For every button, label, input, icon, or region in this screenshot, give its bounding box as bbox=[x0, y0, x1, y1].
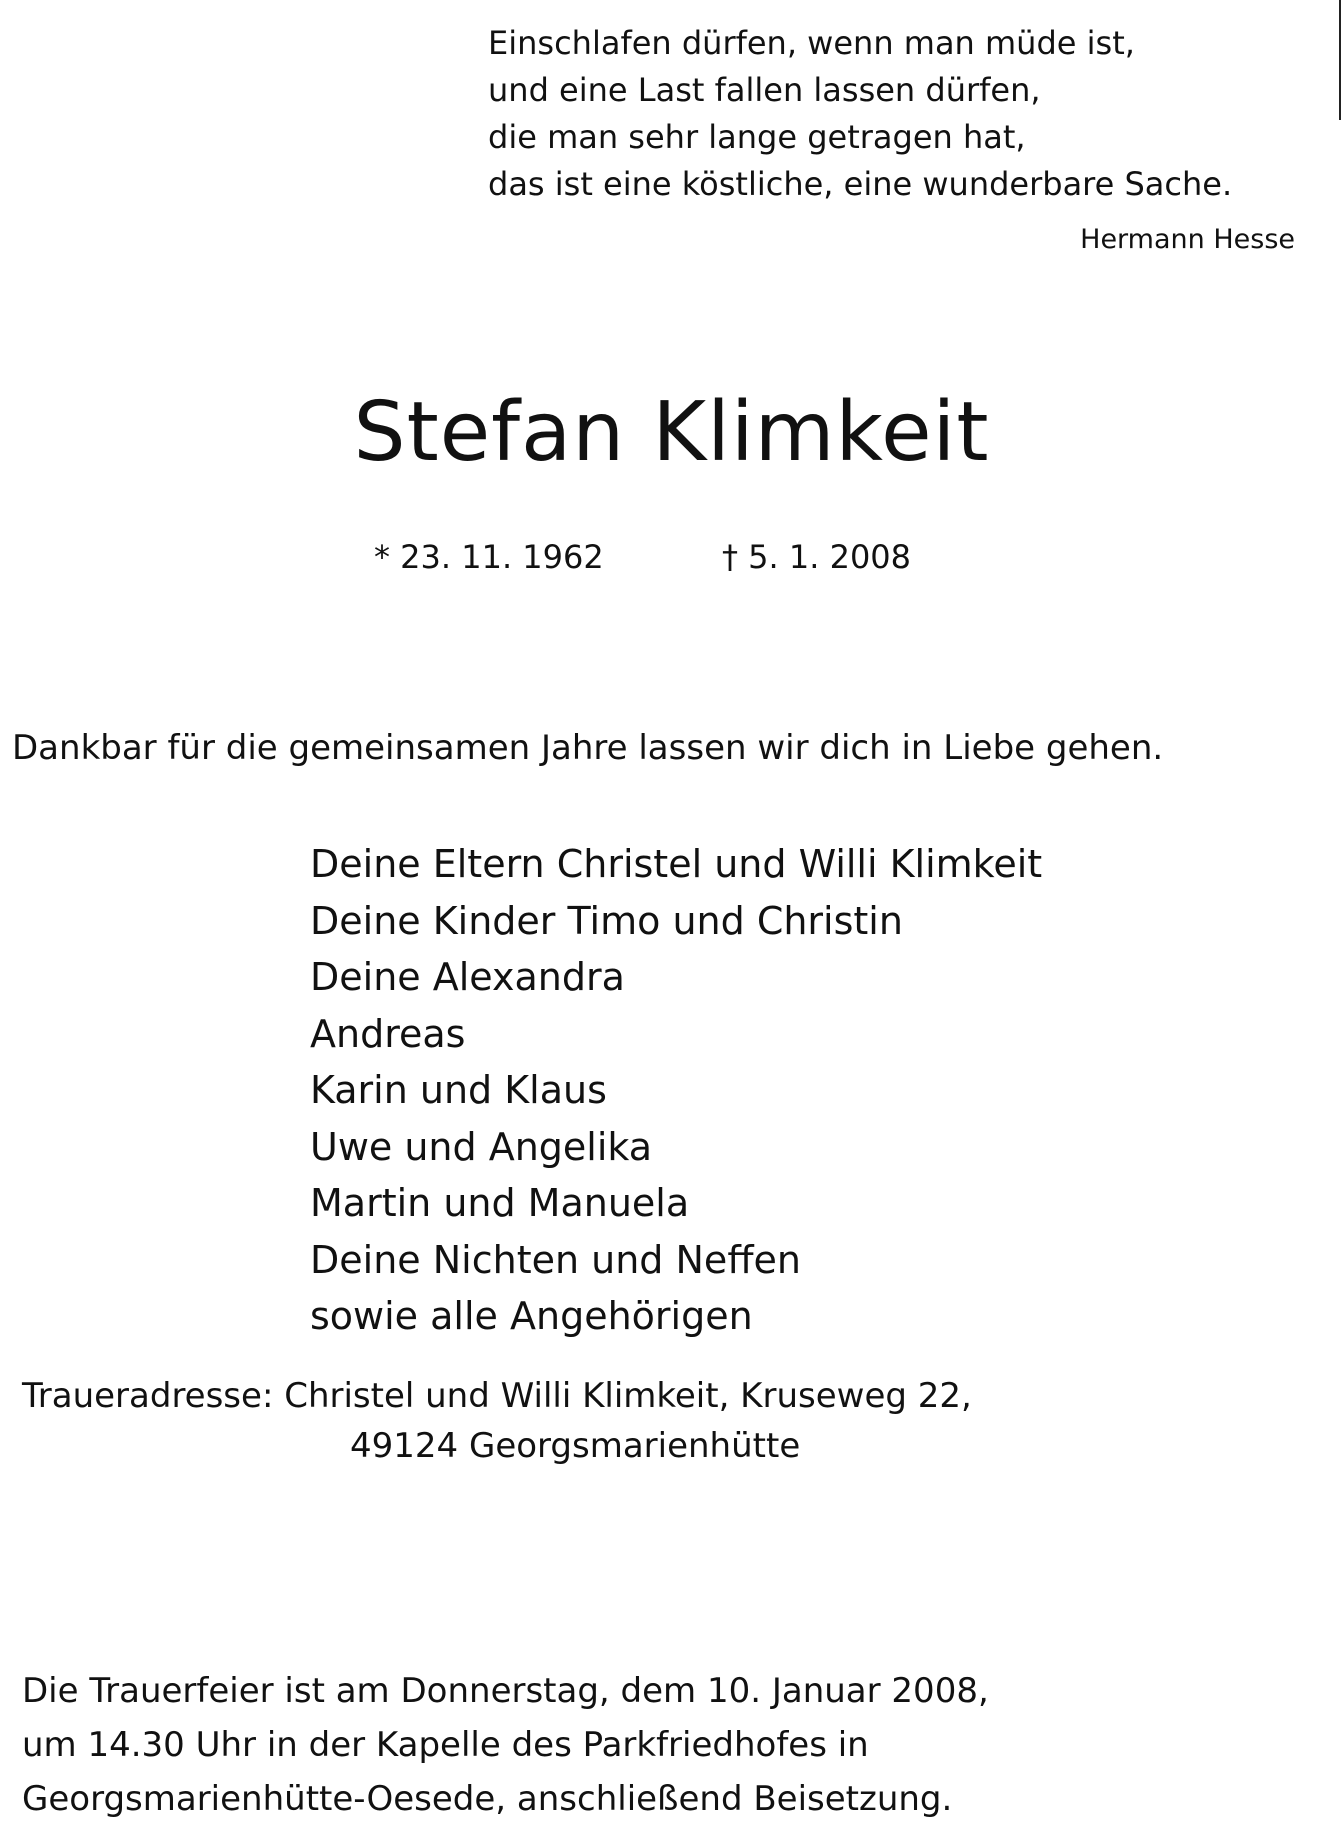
mourner-entry: Andreas bbox=[310, 1011, 466, 1056]
mourner-entry: Deine Kinder Timo und Christin bbox=[310, 898, 903, 943]
poem-line: und eine Last fallen lassen dürfen, bbox=[488, 71, 1041, 109]
birth-date: * 23. 11. 1962 bbox=[374, 538, 604, 576]
scan-edge-line bbox=[1339, 0, 1341, 120]
mourning-address-postcode: 49124 Georgsmarienhütte bbox=[350, 1426, 801, 1466]
mourner-entry: Karin und Klaus bbox=[310, 1068, 607, 1112]
service-line: um 14.30 Uhr in der Kapelle des Parkfriedhofes in bbox=[22, 1725, 869, 1765]
poem-author: Hermann Hesse bbox=[1080, 224, 1295, 255]
mourning-address: Traueradresse: Christel und Willi Klimkeit, Kruseweg 22, bbox=[22, 1376, 972, 1416]
service-line: Georgsmarienhütte-Oesede, anschließend Beisetzung. bbox=[22, 1779, 953, 1819]
service-line: Die Trauerfeier ist am Donnerstag, dem 10. Januar 2008, bbox=[22, 1671, 989, 1711]
poem-quote bbox=[488, 20, 1232, 208]
mourner-entry: Martin und Manuela bbox=[310, 1181, 690, 1225]
mourner-entry: Deine Nichten und Neffen bbox=[310, 1237, 801, 1282]
poem-line: Einschlafen dürfen, wenn man müde ist, bbox=[488, 24, 1135, 62]
mourner-entry: sowie alle Angehörigen bbox=[310, 1294, 753, 1338]
deceased-name: Stefan Klimkeit bbox=[353, 385, 990, 480]
mourners-list bbox=[310, 836, 1042, 1345]
thanks-statement: Dankbar für die gemeinsamen Jahre lassen wir dich in Liebe gehen. bbox=[12, 728, 1164, 768]
mourner-entry: Deine Alexandra bbox=[310, 955, 625, 999]
poem-line: die man sehr lange getragen hat, bbox=[488, 118, 1026, 156]
funeral-service-info bbox=[22, 1664, 989, 1826]
death-date: † 5. 1. 2008 bbox=[722, 538, 912, 576]
mourner-entry: Uwe und Angelika bbox=[310, 1124, 653, 1169]
poem-line: das ist eine köstliche, eine wunderbare Sache. bbox=[488, 165, 1233, 203]
mourner-entry: Deine Eltern Christel und Willi Klimkeit bbox=[310, 842, 1043, 886]
